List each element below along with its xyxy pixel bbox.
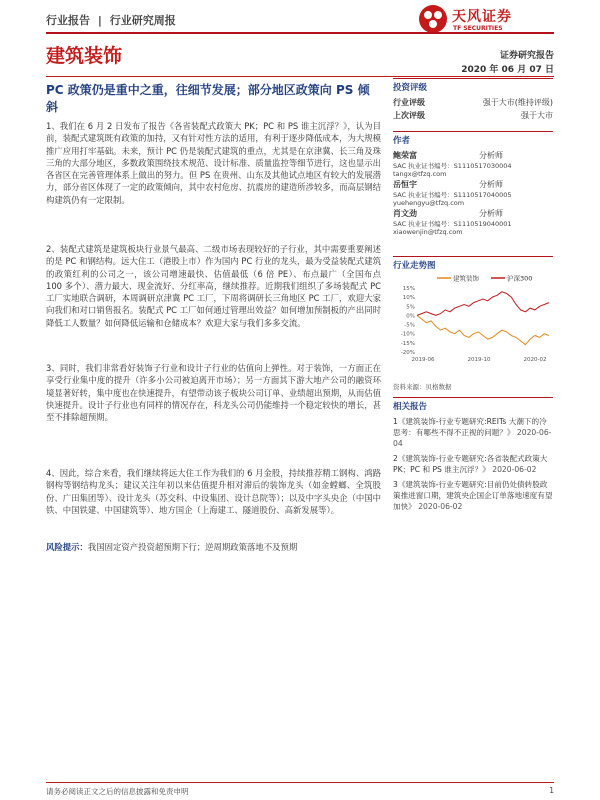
risk-note <box>46 541 381 553</box>
rating-value: 强于大市(维持评级) <box>482 98 553 107</box>
y-tick-label: -5% <box>404 322 415 329</box>
trend-chart <box>393 272 553 368</box>
report-type: 证券研究报告 <box>499 51 554 61</box>
author-email[interactable]: yuehengyu@tfzq.com <box>393 199 465 207</box>
x-tick-label: 2020-02 <box>523 357 547 363</box>
page-title: 建筑装饰 <box>46 45 123 67</box>
related-report-item[interactable] <box>393 479 553 512</box>
related-report-title[interactable]: 2《建筑装饰-行业专题研究:各省装配式政策大 PK；PC 和 PS 谁主沉浮？》 <box>393 454 548 474</box>
rating-value: 强于大市 <box>521 111 553 120</box>
author-cert: SAC 执业证书编号：S1110517030004 <box>393 162 512 170</box>
author-entry <box>393 179 553 208</box>
report-breadcrumb <box>46 12 180 28</box>
y-tick-label: -10% <box>400 331 415 338</box>
rating-section <box>393 78 553 123</box>
y-tick-label: -15% <box>400 340 415 347</box>
footer-divider <box>46 782 554 783</box>
related-report-title[interactable]: 1《建筑装饰-行业专题研究:REITs 大潮下的冷思考：有哪些不得不正视的问题？》 <box>393 417 547 437</box>
logo-text-cn: 天风证券 <box>452 9 512 25</box>
risk-label: 风险提示： <box>46 542 88 552</box>
series-line-industry <box>417 315 549 344</box>
logo-text-en: TF SECURITIES <box>453 25 503 32</box>
paragraph-3: 3、同时，我们非常看好装饰子行业和设计子行业的估值向上弹性。对于装饰，一方面正在享受行业集中度的提升（许多小公司被迫离开市场）；另一方面其下游大地产公司的融资环境显著好转，集中度也在快速提升，有望带动该子板块公司订单、业绩超出预期，从而估值快速提升。设计子行业也有同样的情况存在，科龙头公司仍能维持一个稳定较快的增长，甚至不排除超预期。 <box>46 363 381 423</box>
rating-heading: 投资评级 <box>393 78 553 93</box>
author-entry <box>393 150 553 179</box>
footer-disclaimer: 请务必阅读正文之后的信息披露和免责申明 <box>46 787 189 796</box>
paragraph-4: 4、因此，综合来看，我们继续将远大住工作为我们的 6 月金股，持续推荐精工钢构、鸿路钢构等钢结构龙头；建议关注年初以来估值提升相对滞后的装饰龙头（如金螳螂、全筑股份、广田集团等）、设计龙头（苏交科、中设集团、设计总院等）；以及中字头央企（中国中铁、中国铁建、中国建筑等）、地方国企（上海建工、隧道股份、高新发展等）。 <box>46 468 381 515</box>
author-cert: SAC 执业证书编号：S1110517040005 <box>393 191 512 199</box>
rating-label: 行业评级 <box>393 98 425 107</box>
related-report-item[interactable] <box>393 416 553 449</box>
rating-row <box>393 110 553 123</box>
related-section <box>393 397 553 516</box>
chart-source: 资料来源：贝格数据 <box>393 383 452 391</box>
author-name: 肖文劲 <box>393 209 417 218</box>
crumb-separator: | <box>97 14 102 27</box>
related-report-title[interactable]: 3《建筑装饰-行业专题研究:目前仍处债转股政策推进窗口期，建筑央企国企订单落地速度有望加快》 <box>393 480 553 511</box>
y-tick-label: 5% <box>406 304 415 311</box>
author-name: 岳恒宇 <box>393 180 417 189</box>
rating-label: 上次评级 <box>393 111 425 120</box>
author-email[interactable]: xiaowenjin@tfzq.com <box>393 228 463 236</box>
chart-legend <box>437 274 532 283</box>
series-line-hs300 <box>417 292 549 316</box>
y-tick-label: 15% <box>402 286 415 292</box>
trend-heading: 行业走势图 <box>393 256 553 271</box>
rating-row <box>393 97 553 110</box>
y-tick-label: -20% <box>400 350 415 356</box>
author-cert: SAC 执业证书编号：S1110519040001 <box>393 220 512 228</box>
trend-section <box>393 256 553 271</box>
author-title: 分析师 <box>479 151 503 160</box>
y-tick-label: 0% <box>406 313 415 320</box>
title-divider <box>46 76 554 77</box>
legend-label-hs300: 沪深300 <box>507 274 533 283</box>
x-tick-label: 2019-06 <box>411 357 435 363</box>
author-title: 分析师 <box>479 209 503 218</box>
author-entry <box>393 208 553 237</box>
related-report-date: 2020-06-04 <box>393 428 552 448</box>
related-heading: 相关报告 <box>393 397 553 412</box>
logo-mark-icon <box>418 4 448 34</box>
legend-label-industry: 建筑装饰 <box>453 274 479 283</box>
crumb-weekly: 行业研究周报 <box>109 14 176 27</box>
related-report-item[interactable] <box>393 453 553 475</box>
risk-text: 我国固定资产投资超预期下行；逆周期政策落地不及预期 <box>87 542 298 552</box>
footer <box>46 786 554 797</box>
author-title: 分析师 <box>479 180 503 189</box>
headline: PC 政策仍是重中之重，往细节发展；部分地区政策向 PS 倾斜 <box>46 83 370 114</box>
crumb-industry-report: 行业报告 <box>46 14 90 27</box>
related-report-date: 2020-06-02 <box>418 502 463 511</box>
related-report-date: 2020-06-02 <box>492 465 537 474</box>
report-date: 2020 年 06 月 07 日 <box>461 65 554 75</box>
header-divider <box>46 32 554 34</box>
author-email[interactable]: tangx@tfzq.com <box>393 170 447 178</box>
author-name: 鲍荣富 <box>393 151 417 160</box>
authors-section <box>393 131 553 237</box>
paragraph-1: 1、我们在 6 月 2 日发布了报告《各省装配式政策大 PK；PC 和 PS 谁主沉浮？》，认为目前，装配式建筑既有政策的加持，又有针对性方法的适用，有利于逐步降低成本，为大规模推广应用打牢基础。未来，预计 PC 仍是装配式建筑的重点，尤其是在京津冀、长三角及珠三角的大部分地区，多数政策围绕技术规范、设计标准、质量监控等细节进行，这也显示出各省区在完善管理体系上做出的努力。但 PS 在贵州、山东及其他试点地区有较大的发展潜力，部分省区体现了一定的政策倾向，其中农村危房、抗震房的建造所涉较多，而高层钢结构建筑仍有一定限制。 <box>46 121 381 205</box>
x-tick-label: 2019-10 <box>467 357 491 363</box>
y-tick-label: 10% <box>402 295 415 302</box>
page-number: 1 <box>549 786 554 795</box>
paragraph-2: 2、装配式建筑是建筑板块行业景气最高、二级市场表现较好的子行业，其中需要重要阐述的是 PC 和钢结构。远大住工（港股上市）作为国内 PC 行业的龙头，最为受益装配式建筑的政策红利的公司之一，该公司增速最快、估值最低（6 倍 PE）、布点最广（全国布点 100 多个）、潜力最大、现金流好、分红率高，继续推荐。近期我们组织了多场装配式 PC 工厂实地联合调研，本周调研京津冀 PC 工厂，下周将调研长三角地区 PC 工厂，欢迎大家向我们和对口销售报名。装配式 PC 工厂如何通过管理出效益？如何增加预制板的产出同时降低工人数量？如何降低运输和仓储成本？欢迎大家与我们多多交流。 <box>46 244 381 328</box>
authors-heading: 作者 <box>393 131 553 146</box>
